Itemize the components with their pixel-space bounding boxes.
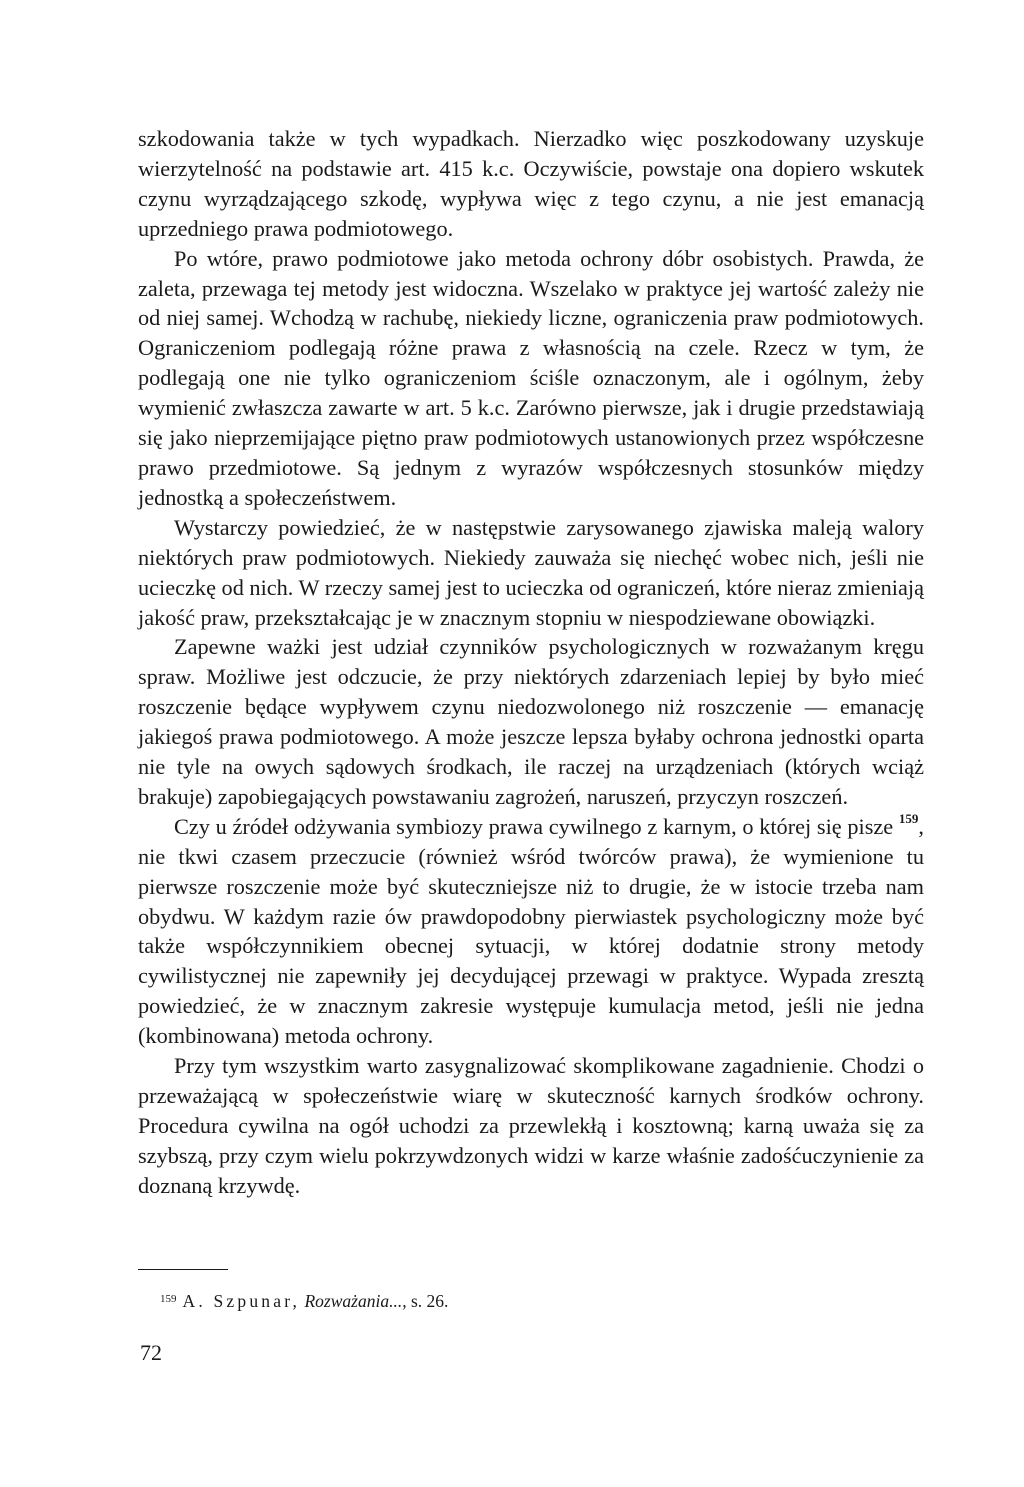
- page-number: 72: [140, 1340, 162, 1365]
- footnote-number: 159: [160, 1293, 177, 1305]
- paragraph-5-before: Czy u źródeł odżywania symbiozy prawa cywilnego z karnym, o której się pisze: [174, 813, 894, 839]
- paragraph-5-after: , nie tkwi czasem przeczucie (również wśród twórców prawa), że wymienione tu pierwsze roszczenie może być skuteczniejsze niż to drugie, że w istocie trzeba nam obydwu. W każdym razie ów prawdopodobny pierwiastek psychologiczny może być także współczynnikiem obecnej sytuacji, w której dodatnie strony metody cywilistycznej nie zapewniły jej decydującej przewagi w praktyce. Wypada zresztą powiedzieć, że w znacznym zakresie występuje kumulacja metod, jeśli nie jedna (kombinowana) metoda ochrony.: [138, 813, 924, 1049]
- footnote-author: A. Szpunar,: [182, 1291, 301, 1311]
- footnote-reference: 159: [898, 811, 919, 827]
- paragraph-4: Zapewne ważki jest udział czynników psychologicznych w rozważanym kręgu spraw. Możliwe jest odczucie, że przy niektórych zdarzeniach lepiej by było mieć roszczenie będące wypływem czynu niedozwolonego niż roszczenie — emanację jakiegoś prawa podmiotowego. A może jeszcze lepsza byłaby ochrona jednostki oparta nie tyle na owych sądowych środkach, ile raczej na urządzeniach (których wciąż brakuje) zapobiegających powstawaniu zagrożeń, naruszeń, przyczyn roszczeń.: [138, 634, 924, 809]
- paragraph-5: [138, 812, 924, 1051]
- paragraph-3: Wystarczy powiedzieć, że w następstwie zarysowanego zjawiska maleją walory niektórych praw podmiotowych. Niekiedy zauważa się niechęć wobec nich, jeśli nie ucieczkę od nich. W rzeczy samej jest to ucieczka od ograniczeń, które nieraz zmieniają jakość praw, przekształcając je w znacznym stopniu w niespodziewane obowiązki.: [138, 514, 924, 630]
- footnote-separator: [138, 1269, 228, 1270]
- footnote-pages: s. 26.: [410, 1291, 449, 1311]
- paragraph-6: Przy tym wszystkim warto zasygnalizować skomplikowane zagadnienie. Chodzi o przeważającą w społeczeństwie wiarę w skuteczność karnych środków ochrony. Procedura cywilna na ogół uchodzi za przewlekłą i kosztowną; karną uważa się za szybszą, przy czym wielu pokrzywdzonych widzi w karze właśnie zadośćuczynienie za doznaną krzywdę.: [138, 1053, 924, 1198]
- footnote-title: Rozważania...,: [304, 1291, 407, 1311]
- main-text: [138, 124, 924, 1201]
- paragraph-2: Po wtóre, prawo podmiotowe jako metoda ochrony dóbr osobistych. Prawda, że zaleta, przewaga tej metody jest widoczna. Wszelako w praktyce jej wartość zależy nie od niej samej. Wchodzą w rachubę, niekiedy liczne, ograniczenia praw podmiotowych. Ograniczeniom podlegają różne prawa z własnością na czele. Rzecz w tym, że podlegają one nie tylko ograniczeniom ściśle oznaczonym, ale i ogólnym, żeby wymienić zwłaszcza zawarte w art. 5 k.c. Zarówno pierwsze, jak i drugie przedstawiają się jako nieprzemijające piętno praw podmiotowych ustanowionych przez współczesne prawo przedmiotowe. Są jednym z wyrazów współczesnych stosunków między jednostką a społeczeństwem.: [138, 245, 924, 510]
- footnote: [160, 1288, 920, 1312]
- paragraph-1: szkodowania także w tych wypadkach. Nierzadko więc poszkodowany uzyskuje wierzytelność na podstawie art. 415 k.c. Oczywiście, powstaje ona dopiero wskutek czynu wyrządzającego szkodę, wypływa więc z tego czynu, a nie jest emanacją uprzedniego prawa podmiotowego.: [138, 126, 924, 241]
